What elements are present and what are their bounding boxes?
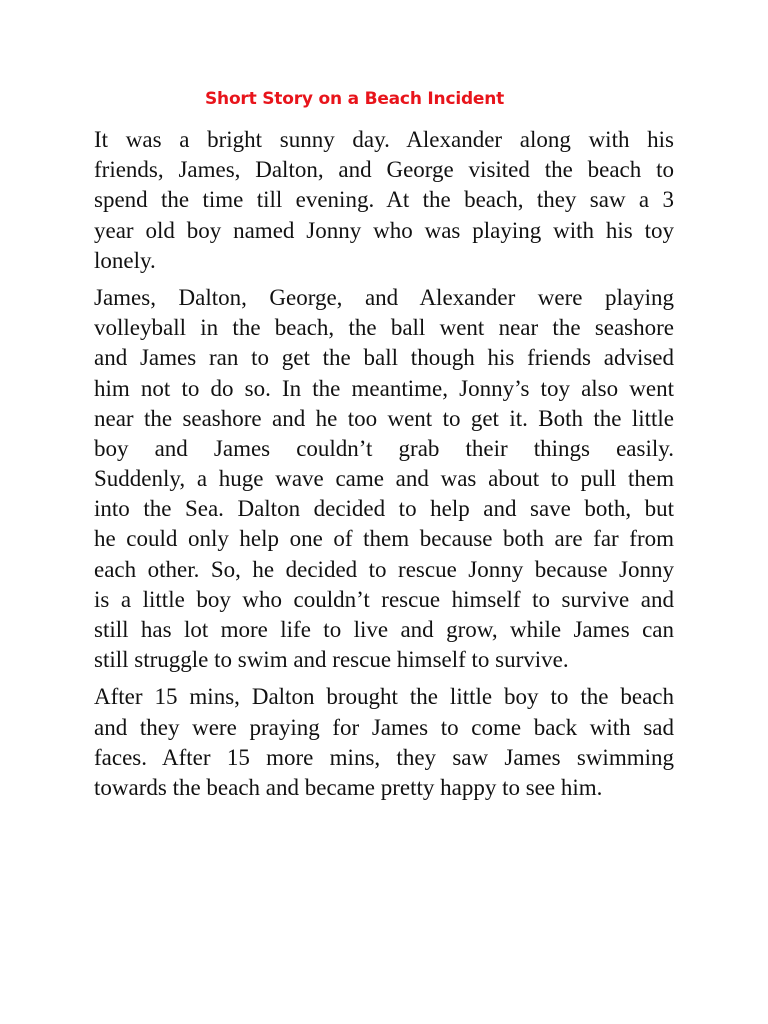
text-line: Suddenly, a huge wave came and was about to pull them [94,466,674,492]
text-line: each other. So, he decided to rescue Jonny because Jonny [94,556,674,582]
text-line: friends, James, Dalton, and George visited the beach to [94,157,674,183]
text-line: into the Sea. Dalton decided to help and save both, but [94,496,674,522]
text-line: he could only help one of them because both are far from [94,526,674,552]
text-line: spend the time till evening. At the beach, they saw a 3 [94,187,674,213]
text-line: James, Dalton, George, and Alexander were playing [94,284,674,310]
text-line: and they were praying for James to come back with sad [94,714,674,740]
text-line: still struggle to swim and rescue himself to survive. [94,647,569,673]
text-line: After 15 mins, Dalton brought the little boy to the beach [94,684,674,710]
text-line: still has lot more life to live and grow, while James can [94,617,674,642]
text-line: faces. After 15 more mins, they saw James swimming [94,744,674,770]
text-line: him not to do so. In the meantime, Jonny’s toy also went [94,375,674,401]
text-line: towards the beach and became pretty happy to see him. [94,774,603,800]
document-title: Short Story on a Beach Incident [205,89,505,109]
text-line: It was a bright sunny day. Alexander along with his [94,127,674,152]
paragraph-2 [94,283,674,675]
text-line: boy and James couldn’t grab their things easily. [94,435,674,461]
text-line: near the seashore and he too went to get it. Both the little [94,405,674,431]
paragraph-1 [94,125,674,276]
text-line: volleyball in the beach, the ball went near the seashore [94,315,674,341]
text-line: lonely. [94,247,156,273]
text-line: and James ran to get the ball though his friends advised [94,345,674,371]
story-body [94,125,674,810]
text-line: year old boy named Jonny who was playing with his toy [94,217,674,243]
text-line: is a little boy who couldn’t rescue himself to survive and [94,586,674,612]
paragraph-3 [94,682,674,803]
